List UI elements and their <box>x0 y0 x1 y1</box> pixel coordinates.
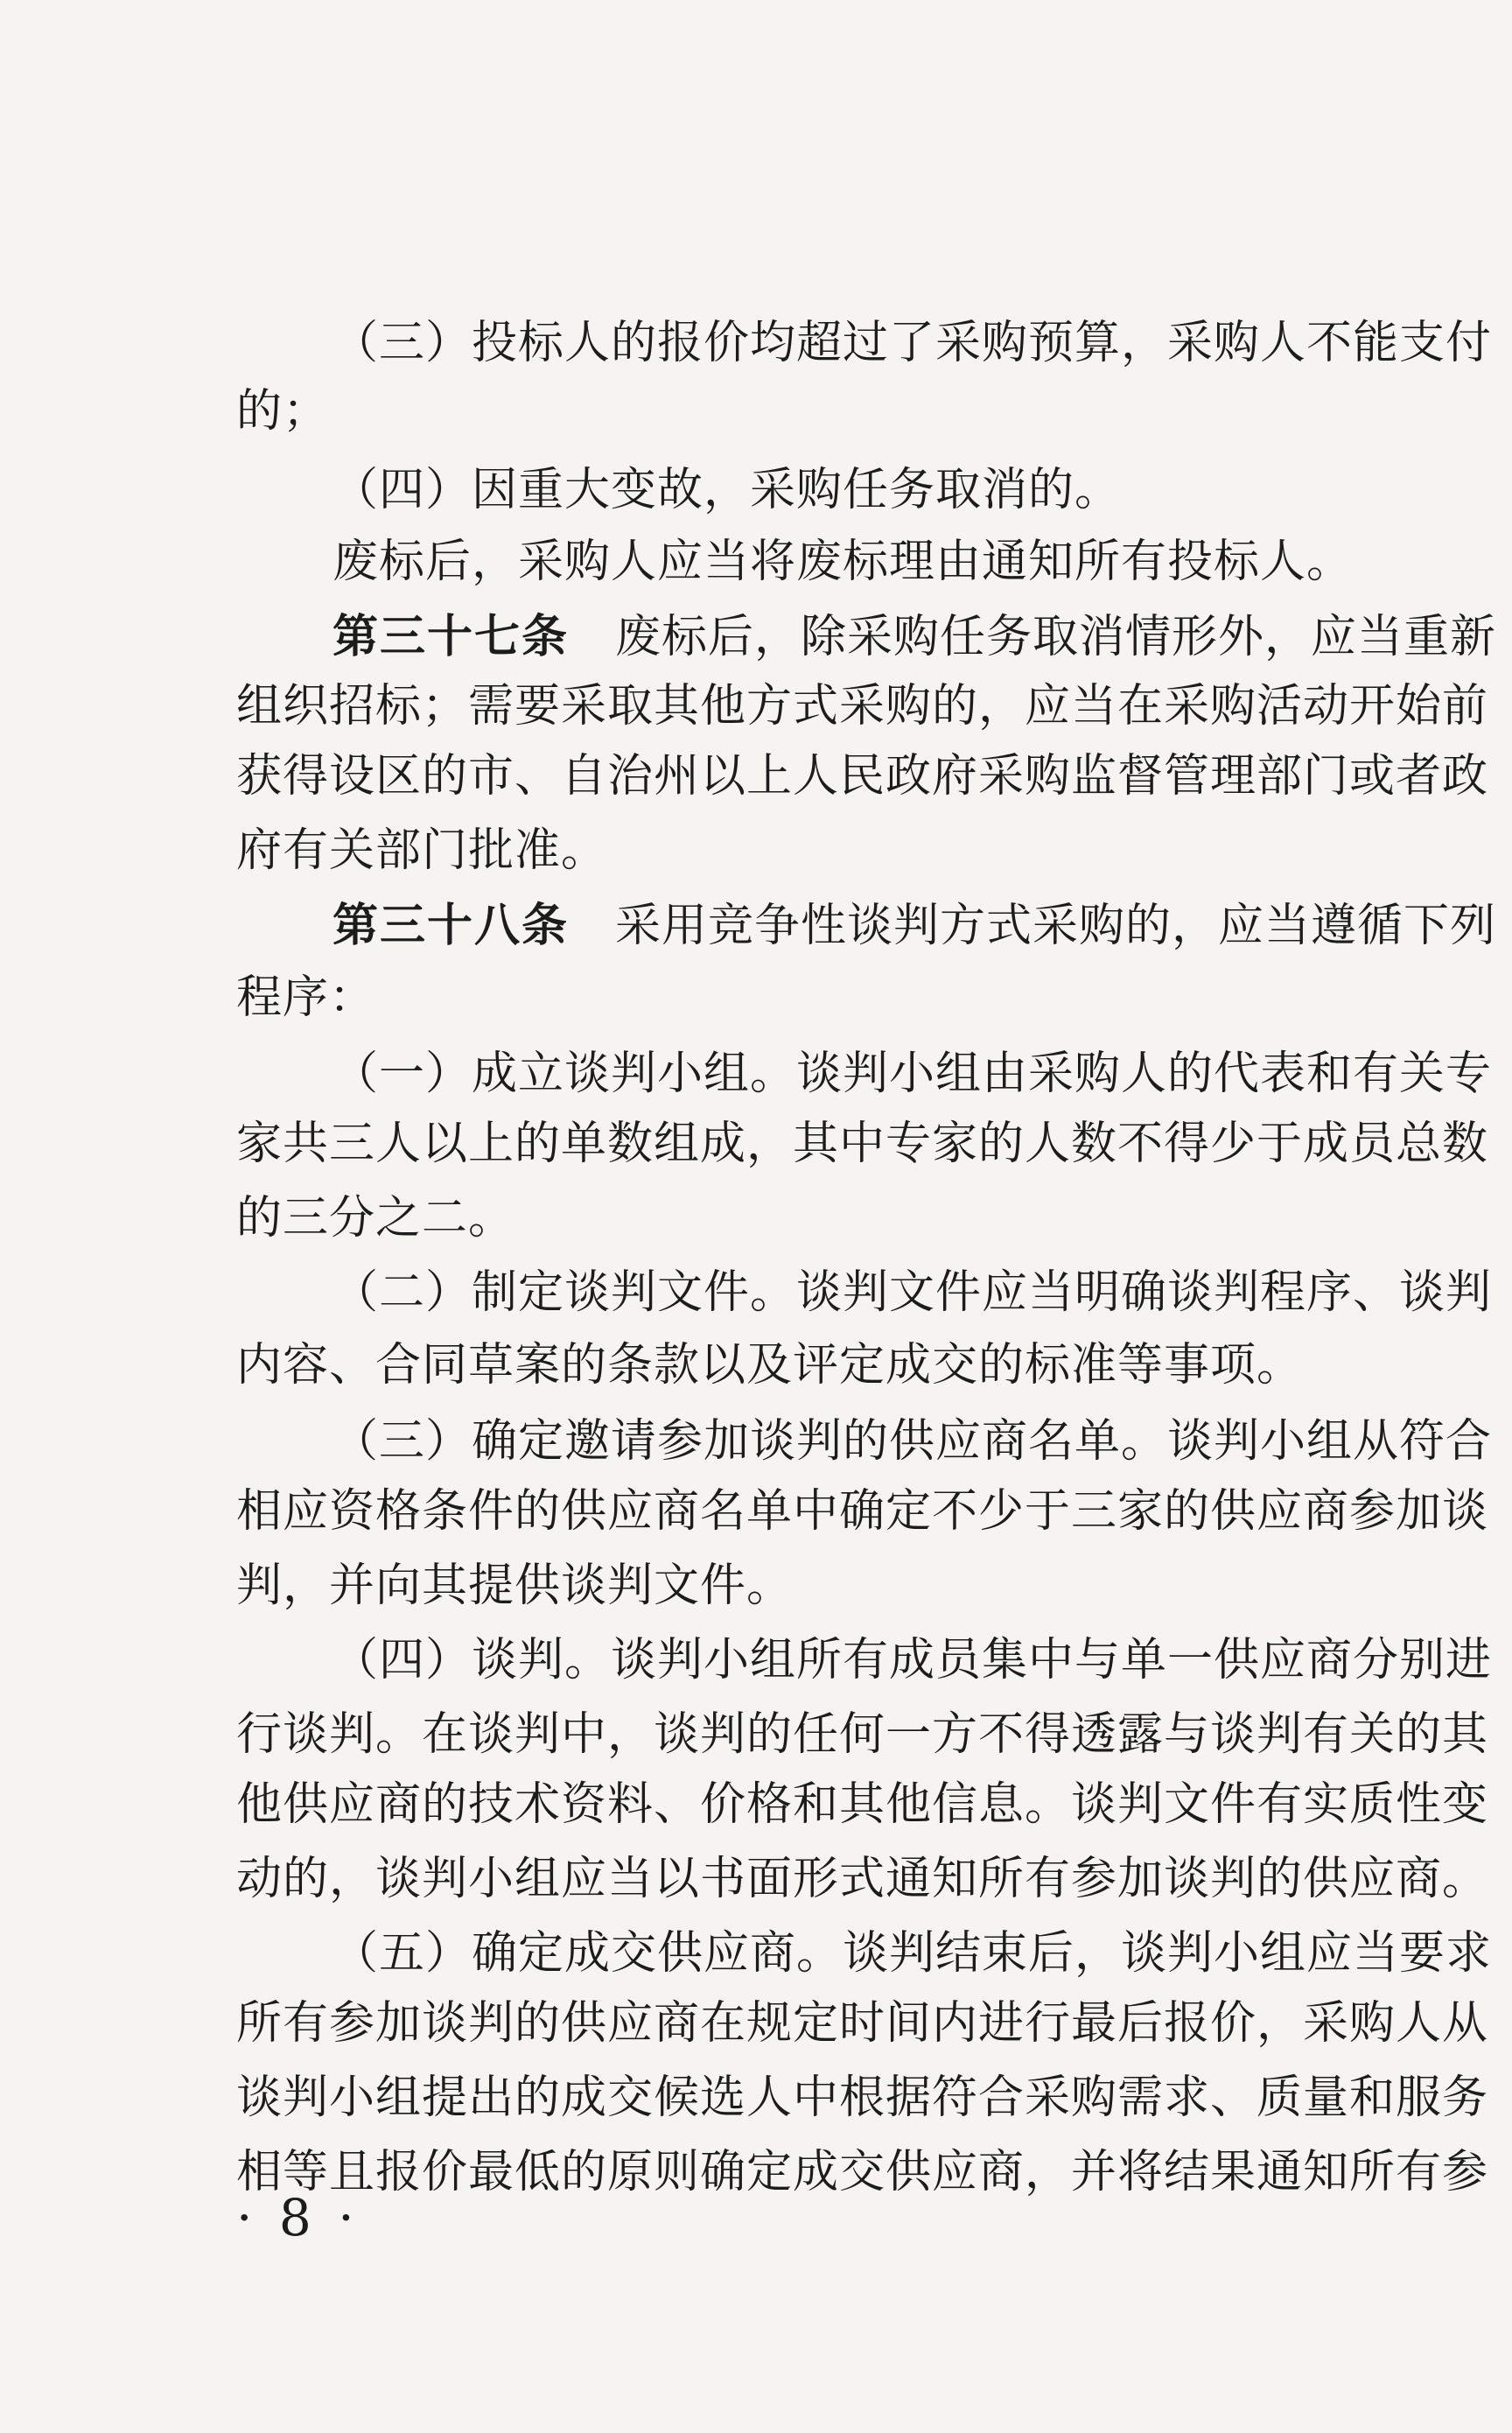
line-text: 内容、合同草案的条款以及评定成交的标准等事项。 <box>236 1339 1304 1392</box>
text-line <box>236 1628 1493 1693</box>
line-text: 废标后，除采购任务取消情形外，应当重新 <box>569 611 1497 663</box>
article-heading: 第三十八条 <box>332 899 570 952</box>
page-number: · 8 · <box>236 2188 360 2247</box>
text-line <box>236 604 1497 670</box>
text-line <box>236 2065 1489 2131</box>
text-line <box>236 1186 1452 1252</box>
line-text: 他供应商的技术资料、价格和其他信息。谈判文件有实质性变 <box>236 1778 1489 1831</box>
article-heading: 第三十七条 <box>332 610 570 663</box>
text-line <box>236 2140 1489 2205</box>
line-text: 相应资格条件的供应商名单中确定不少于三家的供应商参加谈 <box>236 1485 1489 1538</box>
text-line <box>236 1702 1489 1768</box>
text-line <box>236 379 1452 445</box>
text-line <box>236 674 1489 740</box>
line-text: 的三分之二。 <box>236 1192 515 1245</box>
text-line <box>236 1921 1493 1987</box>
line-text: （三）投标人的报价均超过了采购预算，采购人不能支付 <box>332 317 1493 369</box>
line-text: （三）确定邀请参加谈判的供应商名单。谈判小组从符合 <box>332 1415 1493 1468</box>
line-text: （四）因重大变故，采购任务取消的。 <box>332 464 1122 516</box>
line-text: 程序： <box>236 971 376 1024</box>
text-line <box>236 1111 1489 1177</box>
line-text: 府有关部门批准。 <box>236 824 608 877</box>
line-text: 采用竞争性谈判方式采购的，应当遵循下列 <box>569 900 1497 952</box>
text-line <box>236 1772 1489 1838</box>
text-line <box>236 1333 1452 1399</box>
text-line <box>236 965 1452 1031</box>
line-text: 获得设区的市、自治州以上人民政府采购监督管理部门或者政 <box>236 750 1489 803</box>
text-line <box>236 311 1493 376</box>
line-text: 相等且报价最低的原则确定成交供应商，并将结果通知所有参 <box>236 2146 1489 2198</box>
line-text: 组织招标；需要采取其他方式采购的，应当在采购活动开始前 <box>236 680 1489 733</box>
text-line <box>236 458 1452 523</box>
line-text: 动的，谈判小组应当以书面形式通知所有参加谈判的供应商。 <box>236 1853 1489 1905</box>
line-text: （五）确定成交供应商。谈判结束后，谈判小组应当要求 <box>332 1927 1493 1980</box>
text-line <box>236 1479 1489 1545</box>
line-text: 行谈判。在谈判中，谈判的任何一方不得透露与谈判有关的其 <box>236 1708 1489 1761</box>
text-line <box>236 1260 1493 1326</box>
text-line <box>236 1409 1493 1475</box>
text-line <box>236 818 1452 884</box>
text-line <box>236 529 1452 595</box>
line-text: （四）谈判。谈判小组所有成员集中与单一供应商分别进 <box>332 1634 1493 1686</box>
line-text: 的； <box>236 385 330 438</box>
line-text: （一）成立谈判小组。谈判小组由采购人的代表和有关专 <box>332 1048 1493 1100</box>
line-text: （二）制定谈判文件。谈判文件应当明确谈判程序、谈判 <box>332 1266 1493 1319</box>
text-line <box>236 893 1497 958</box>
text-line <box>236 1991 1489 2057</box>
text-line <box>236 1553 1452 1619</box>
line-text: 所有参加谈判的供应商在规定时间内进行最后报价，采购人从 <box>236 1997 1489 2050</box>
text-line <box>236 1041 1493 1107</box>
line-text: 谈判小组提出的成交候选人中根据符合采购需求、质量和服务 <box>236 2072 1489 2124</box>
text-line <box>236 744 1489 810</box>
line-text: 废标后，采购人应当将废标理由通知所有投标人。 <box>332 536 1354 588</box>
line-text: 判，并向其提供谈判文件。 <box>236 1560 794 1612</box>
text-line <box>236 1847 1489 1912</box>
line-text: 家共三人以上的单数组成，其中专家的人数不得少于成员总数 <box>236 1118 1489 1170</box>
